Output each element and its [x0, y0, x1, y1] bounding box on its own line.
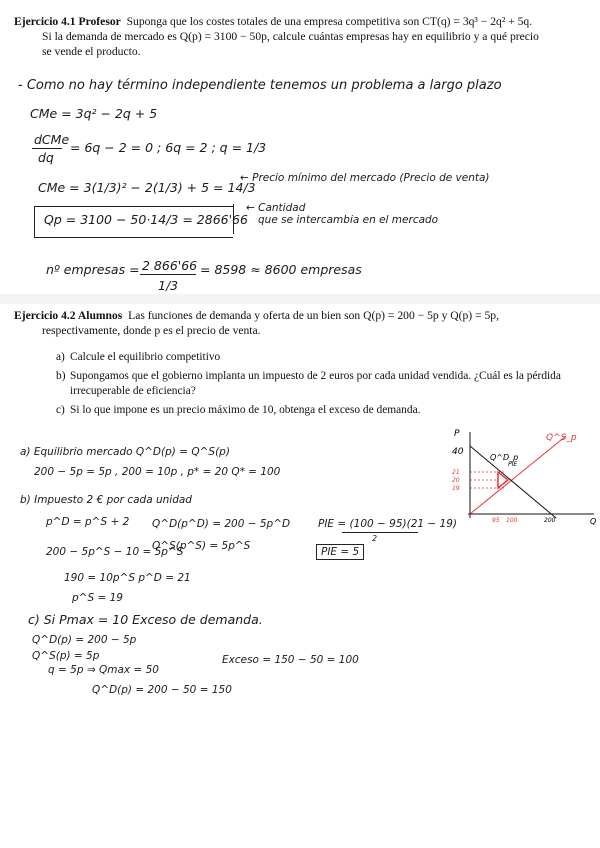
list-item — [56, 403, 581, 418]
list-item — [56, 350, 581, 365]
hw-4-1-firms-label: nº empresas = — [46, 262, 140, 277]
graph-tick-95: 95 — [492, 517, 500, 524]
hw-4-2-c-qs: Q^S(p) = 5p — [32, 650, 100, 662]
hw-4-1-derivative: = 6q − 2 = 0 ; 6q = 2 ; q = 1/3 — [70, 140, 267, 155]
exercise-4-1-label: Ejercicio 4.1 Profesor — [14, 15, 121, 28]
hw-4-1-cme: CMe = 3q² − 2q + 5 — [30, 106, 158, 121]
graph-demand-label: Q^D_p — [490, 453, 519, 462]
hw-4-1-fraction-bar — [32, 148, 62, 149]
exercise-4-2-line2: respectivamente, donde p es el precio de venta. — [42, 324, 261, 337]
exercise-4-1-line2: Si la demanda de mercado es Q(p) = 3100 − 50p, calcule cuántas empresas hay en equilibrio y a qué precio — [42, 30, 539, 43]
supply-demand-graph — [448, 426, 598, 538]
hw-4-1-firms-denominator: 1/3 — [158, 278, 179, 293]
hw-4-2-b-ps19: p^S = 19 — [72, 592, 123, 604]
hw-4-2-b-pd: p^D = p^S + 2 — [46, 516, 130, 528]
graph-tick-19: 19 — [452, 485, 460, 492]
item-text: Calcule el equilibrio competitivo — [70, 351, 221, 363]
hw-4-2-b-qs: Q^S(p^S) = 5p^S — [152, 540, 251, 552]
graph-tick-20: 20 — [452, 477, 460, 484]
hw-4-2-c-excess: Exceso = 150 − 50 = 100 — [222, 654, 359, 666]
hw-4-2-b-eq: 200 − 5p^S − 10 = 5p^S — [46, 546, 184, 558]
graph-supply-label: Q^S_p — [546, 433, 577, 443]
exercise-4-1-statement — [14, 14, 580, 59]
item-key: b) — [56, 370, 66, 382]
hw-4-1-firms-result: = 8598 ≈ 8600 empresas — [200, 262, 362, 277]
item-text: Si lo que impone es un precio máximo de 10, obtenga el exceso de demanda. — [70, 404, 421, 416]
hw-4-2-b-qd: Q^D(p^D) = 200 − 5p^D — [152, 518, 291, 530]
hw-4-2-pie-bar — [342, 532, 418, 533]
hw-4-1-firms-numerator: 2 866'66 — [142, 258, 198, 273]
hw-4-1-note-long-run: - Como no hay término independiente tenemos un problema a largo plazo — [18, 78, 502, 93]
hw-4-2-c-qd: Q^D(p) = 200 − 5p — [32, 634, 137, 646]
item-key: a) — [56, 351, 65, 363]
hw-4-2-pie-result: PIE = 5 — [316, 544, 364, 560]
exercise-4-2-statement — [14, 308, 580, 338]
graph-tick-100: 100 — [506, 517, 518, 524]
list-item — [56, 369, 581, 399]
hw-4-2-c-qmax: q = 5p ⇒ Qmax = 50 — [48, 664, 159, 676]
hw-4-2-b-title: b) Impuesto 2 € por cada unidad — [20, 494, 192, 506]
item-text: Supongamos que el gobierno implanta un impuesto de 2 euros por cada unidad vendida. ¿Cuál es la pérdida irrecuperable de eficiencia? — [70, 370, 561, 397]
graph-supply-line — [470, 436, 566, 514]
graph-x-axis-label: Q — [590, 517, 597, 526]
hw-4-1-firms-bar — [140, 274, 196, 275]
hw-4-2-c-qd150: Q^D(p) = 200 − 50 = 150 — [92, 684, 232, 696]
hw-4-1-quantity-note2: que se intercambia en el mercado — [258, 214, 439, 226]
hw-4-1-dq: dq — [38, 150, 54, 165]
graph-pie-label: PIE — [508, 461, 518, 468]
exercise-4-1-line1: Suponga que los costes totales de una empresa competitiva son CT(q) = 3q³ − 2q² + 5q. — [126, 15, 533, 28]
hw-4-1-cme-min: CMe = 3(1/3)² − 2(1/3) + 5 = 14/3 — [38, 180, 256, 195]
hw-4-2-c-title: c) Si Pmax = 10 Exceso de demanda. — [28, 612, 263, 627]
exercise-4-2-items — [56, 350, 581, 422]
graph-y-axis-label: P — [454, 429, 460, 439]
hw-4-2-a-title: a) Equilibrio mercado Q^D(p) = Q^S(p) — [20, 446, 230, 458]
exercise-4-2-line1: Las funciones de demanda y oferta de un bien son Q(p) = 200 − 5p y Q(p) = 5p, — [128, 309, 499, 322]
hw-4-1-quantity-note1: ← Cantidad — [246, 202, 306, 214]
hw-4-1-quantity: Qp = 3100 − 50·14/3 = 2866'66 — [44, 212, 248, 227]
hw-4-2-pie-denominator: 2 — [372, 534, 378, 543]
hw-4-2-pie-formula: PIE = (100 − 95)(21 − 19) — [318, 518, 457, 530]
hw-4-2-a-solution: 200 − 5p = 5p , 200 = 10p , p* = 20 Q* = 100 — [34, 466, 281, 478]
exercise-4-1-line3: se vende el producto. — [42, 45, 141, 58]
exercise-4-2-label: Ejercicio 4.2 Alumnos — [14, 309, 123, 322]
section-divider — [0, 294, 600, 304]
graph-tick-200: 200 — [544, 517, 556, 524]
hw-4-2-b-ps: 190 = 10p^S p^D = 21 — [64, 572, 191, 584]
hw-4-1-dcme: dCMe — [34, 132, 70, 147]
hw-4-1-price-note: ← Precio mínimo del mercado (Precio de venta) — [240, 172, 490, 184]
graph-pie-triangle — [498, 472, 508, 488]
item-key: c) — [56, 404, 65, 416]
graph-y-top-tick: 40 — [452, 447, 464, 457]
graph-tick-21: 21 — [452, 469, 460, 476]
